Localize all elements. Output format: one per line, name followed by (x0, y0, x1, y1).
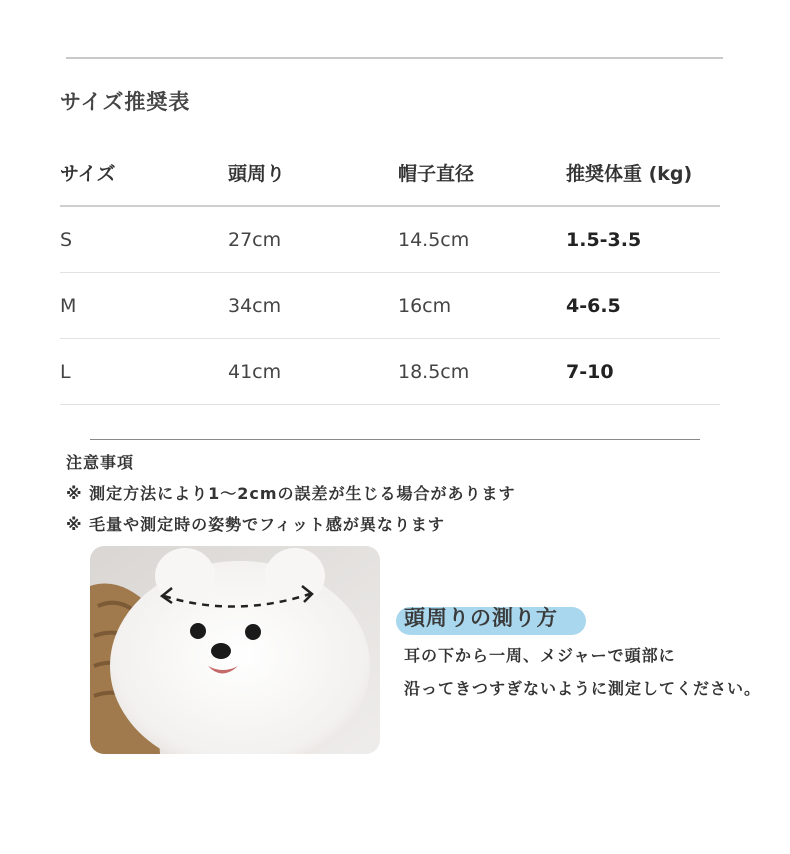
diameter-cell: 16cm (398, 273, 566, 339)
table-row (60, 339, 720, 405)
table-row (60, 273, 720, 339)
table-row (60, 206, 720, 273)
howto-line: 沿ってきつすぎないように測定してください。 (404, 679, 762, 698)
howto-title: 頭周りの測り方 (404, 606, 558, 630)
table-header-row (60, 140, 720, 206)
weight-cell: 4-6.5 (566, 273, 720, 339)
note-item: ※ 測定方法により1～2cmの誤差が生じる場合があります (66, 484, 516, 503)
note-item: ※ 毛量や測定時の姿勢でフィット感が異なります (66, 515, 445, 534)
header-hat-diameter: 帽子直径 (398, 140, 566, 206)
weight-cell: 7-10 (566, 339, 720, 405)
notes-title: 注意事項 (66, 453, 135, 472)
diameter-cell: 18.5cm (398, 339, 566, 405)
header-head-circumference: 頭周り (228, 140, 398, 206)
head-cell: 41cm (228, 339, 398, 405)
size-cell: L (60, 339, 228, 405)
diameter-cell: 14.5cm (398, 206, 566, 273)
pomeranian-dog-photo (90, 546, 380, 754)
size-table (60, 140, 720, 405)
header-recommended-weight: 推奨体重 (kg) (566, 140, 720, 206)
header-size: サイズ (60, 140, 228, 206)
top-divider (66, 57, 723, 59)
weight-cell: 1.5-3.5 (566, 206, 720, 273)
size-cell: M (60, 273, 228, 339)
howto-line: 耳の下から一周、メジャーで頭部に (404, 646, 676, 665)
notes-divider (90, 439, 700, 440)
head-cell: 27cm (228, 206, 398, 273)
page-title: サイズ推奨表 (60, 90, 191, 114)
head-cell: 34cm (228, 273, 398, 339)
size-cell: S (60, 206, 228, 273)
